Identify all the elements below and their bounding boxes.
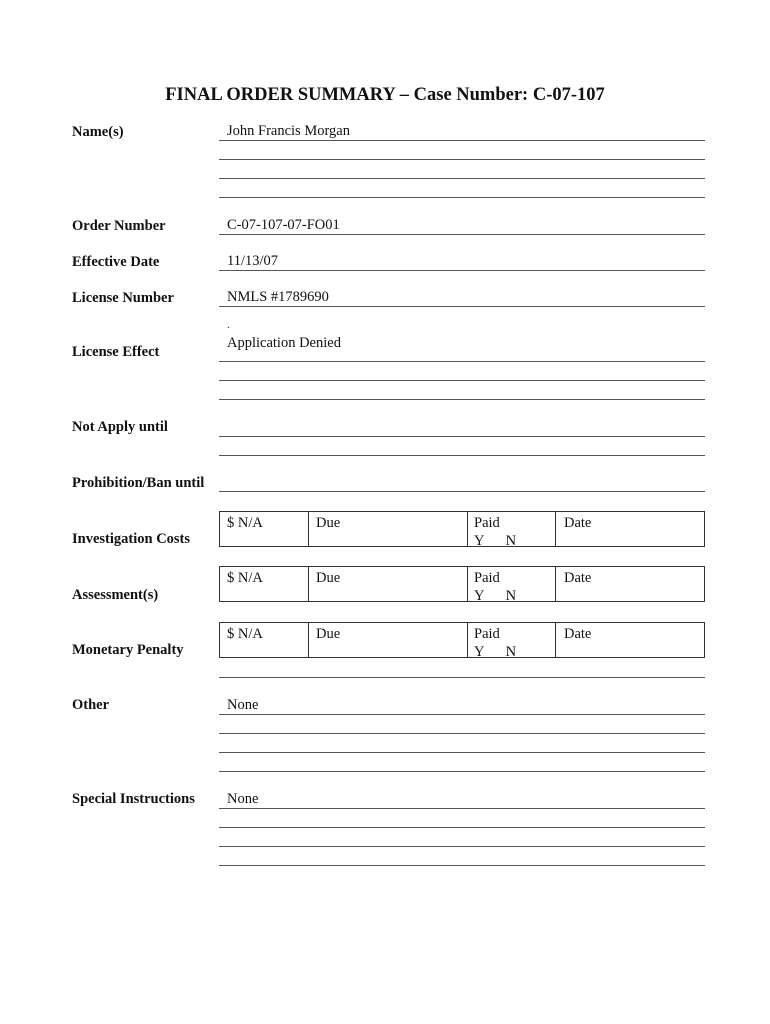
special-instructions-value: None [227,791,259,807]
special-instructions-label: Special Instructions [72,791,195,807]
license-number-value: NMLS #1789690 [227,289,329,305]
investigation-costs-amount: $ N/A [220,512,309,546]
monetary-penalty-table [219,622,705,658]
monetary-penalty-line [219,677,705,678]
order-number-label: Order Number [72,218,166,234]
prohibition-ban-until-label: Prohibition/Ban until [72,475,205,491]
prohibition-ban-until-line [219,491,705,492]
assessments-table [219,566,705,602]
investigation-costs-date: Date [564,515,592,531]
investigation-costs-due: Due [309,512,468,546]
license-effect-mark: . [227,320,230,331]
monetary-penalty-label: Monetary Penalty [72,642,184,658]
license-effect-line-3 [219,399,705,400]
investigation-costs-label: Investigation Costs [72,531,191,547]
monetary-penalty-due: Due [309,623,468,657]
effective-date-line [219,270,705,271]
assessments-date: Date [564,570,592,586]
monetary-penalty-date: Date [564,626,592,642]
investigation-costs-paid-cell [468,512,556,549]
investigation-costs-paid: Paid [474,515,500,531]
names-line-2 [219,159,705,160]
monetary-penalty-paid-cell [468,623,556,660]
assessments-due: Due [309,567,468,601]
other-line-4 [219,771,705,772]
other-line-3 [219,752,705,753]
investigation-costs-yn: Y N [474,533,517,549]
not-apply-until-line-2 [219,455,705,456]
assessments-label: Assessment(s) [72,587,159,603]
license-number-line [219,306,705,307]
license-effect-value: Application Denied [227,335,341,351]
other-value: None [227,697,259,713]
assessments-paid-cell [468,567,556,604]
monetary-penalty-paid: Paid [474,626,500,642]
names-line-3 [219,178,705,179]
order-number-value: C-07-107-07-FO01 [227,217,340,233]
special-instructions-line-1 [219,808,705,809]
effective-date-value: 11/13/07 [227,253,279,269]
monetary-penalty-amount: $ N/A [220,623,309,657]
other-line-2 [219,733,705,734]
other-label: Other [72,697,110,713]
license-number-label: License Number [72,290,174,306]
investigation-costs-table [219,511,705,547]
names-label: Name(s) [72,124,124,140]
names-value: John Francis Morgan [227,123,350,139]
effective-date-label: Effective Date [72,254,160,270]
assessments-yn: Y N [474,588,517,604]
special-instructions-line-2 [219,827,705,828]
form-title: FINAL ORDER SUMMARY – Case Number: C-07-107 [165,85,605,105]
order-number-line [219,234,705,235]
license-effect-label: License Effect [72,344,160,360]
names-line-4 [219,197,705,198]
license-effect-line-2 [219,380,705,381]
license-effect-line-1 [219,361,705,362]
monetary-penalty-yn: Y N [474,644,517,660]
special-instructions-line-4 [219,865,705,866]
assessments-amount: $ N/A [220,567,309,601]
special-instructions-line-3 [219,846,705,847]
assessments-paid: Paid [474,570,500,586]
not-apply-until-label: Not Apply until [72,419,168,435]
other-line-1 [219,714,705,715]
names-line-1 [219,140,705,141]
not-apply-until-line-1 [219,436,705,437]
